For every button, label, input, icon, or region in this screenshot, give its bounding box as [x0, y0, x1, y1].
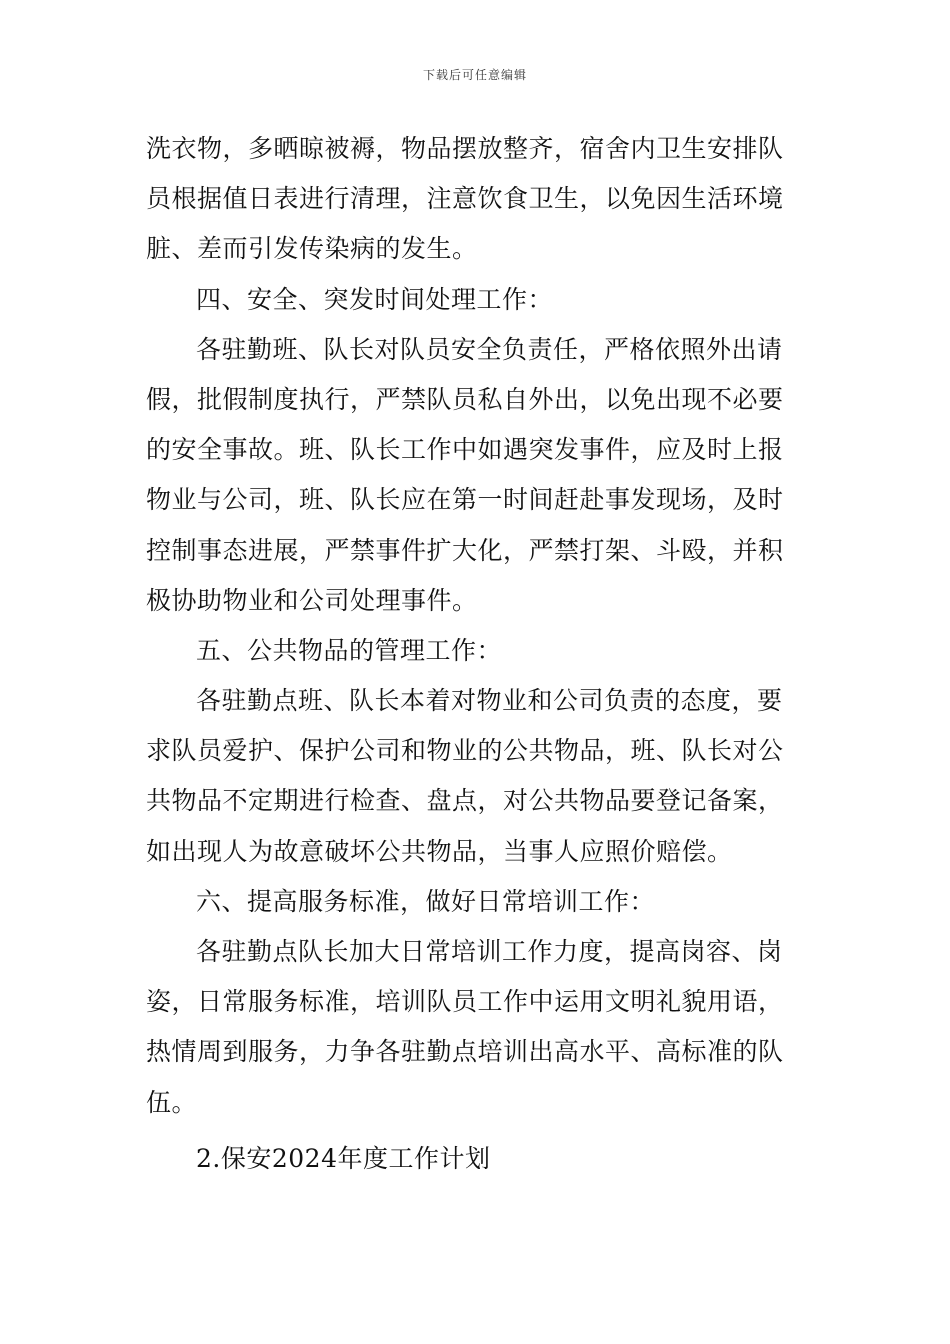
download-note: 下载后可任意编辑 — [422, 68, 527, 82]
paragraph-line: 共物品不定期进行检查、盘点，对公共物品要登记备案， — [146, 786, 784, 816]
paragraph-line: 如出现人为故意破坏公共物品，当事人应照价赔偿。 — [146, 836, 733, 866]
next-section-title: 2.保安2024年度工作计划 — [196, 1143, 491, 1173]
paragraph-line: 洗衣物，多晒晾被褥，物品摆放整齐，宿舍内卫生安排队 — [146, 134, 784, 163]
paragraph-line: 各驻勤点队长加大日常培训工作力度，提高岗容、岗 — [196, 937, 783, 966]
paragraph-line: 求队员爱护、保护公司和物业的公共物品，班、队长对公 — [146, 736, 784, 766]
paragraph-line: 控制事态进展，严禁事件扩大化，严禁打架、斗殴，并积 — [146, 535, 784, 565]
paragraph-line: 伍。 — [146, 1087, 198, 1117]
paragraph-line: 脏、差而引发传染病的发生。 — [146, 234, 478, 264]
paragraph-line: 极协助物业和公司处理事件。 — [146, 585, 478, 615]
section-heading-5: 五、公共物品的管理工作： — [196, 635, 503, 665]
paragraph-line: 热情周到服务，力争各驻勤点培训出高水平、高标准的队 — [146, 1037, 784, 1067]
paragraph-line: 物业与公司，班、队长应在第一时间赶赴事发现场，及时 — [146, 485, 784, 515]
paragraph-line: 姿，日常服务标准，培训队员工作中运用文明礼貌用语， — [146, 987, 784, 1017]
paragraph-line: 假，批假制度执行，严禁队员私自外出，以免出现不必要 — [146, 384, 784, 414]
paragraph-line: 各驻勤点班、队长本着对物业和公司负责的态度，要 — [196, 686, 783, 716]
paragraph-line: 员根据值日表进行清理，注意饮食卫生，以免因生活环境 — [146, 184, 784, 214]
paragraph-line: 的安全事故。班、队长工作中如遇突发事件，应及时上报 — [146, 435, 784, 465]
section-heading-4: 四、安全、突发时间处理工作： — [196, 284, 554, 314]
section-heading-6: 六、提高服务标准，做好日常培训工作： — [196, 886, 656, 916]
document-body — [146, 124, 810, 1184]
paragraph-line: 各驻勤班、队长对队员安全负责任，严格依照外出请 — [196, 334, 783, 364]
